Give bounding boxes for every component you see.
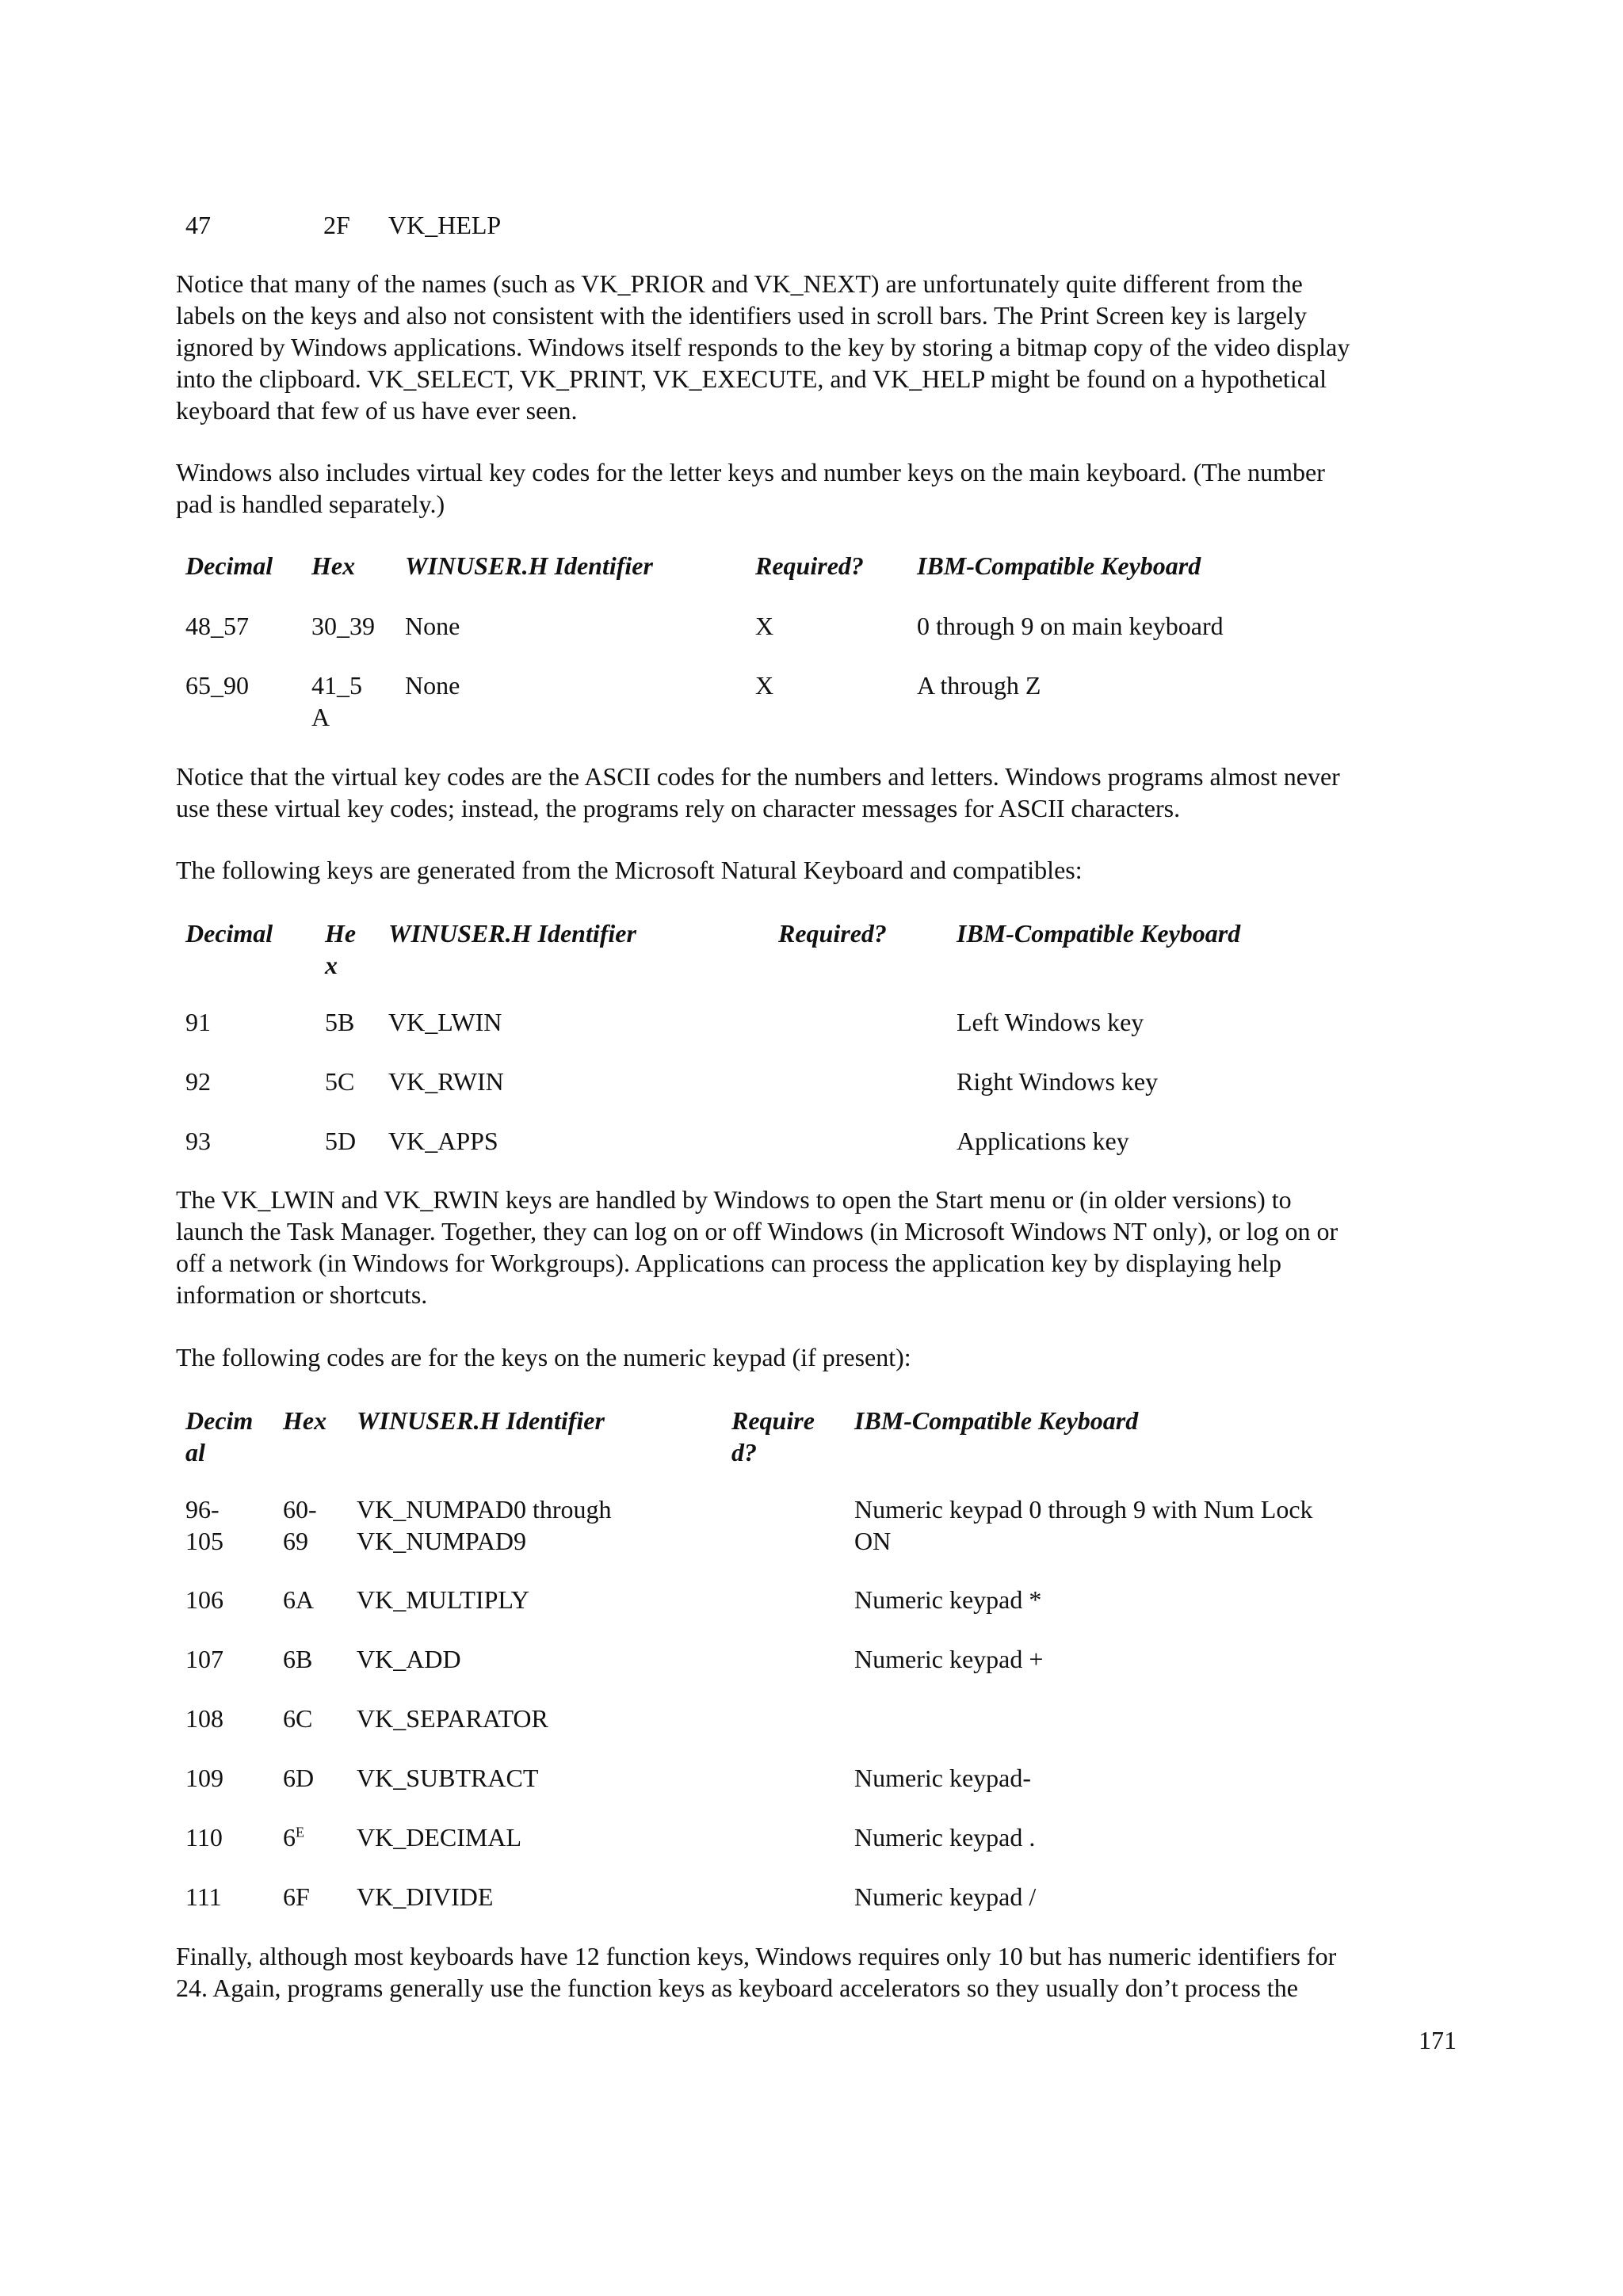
- top-row-decimal: 47: [185, 211, 211, 239]
- table-cell: Numeric keypad 0 through 9 with Num Lock: [854, 1495, 1313, 1524]
- table2-header-keyboard: IBM-Compatible Keyboard: [957, 919, 1241, 948]
- table-cell: 60-: [283, 1495, 317, 1524]
- table-cell: VK_NUMPAD0 through: [357, 1495, 612, 1524]
- table-cell: VK_DECIMAL: [357, 1823, 521, 1852]
- table2-header-identifier: WINUSER.H Identifier: [388, 919, 636, 948]
- table-cell: Right Windows key: [957, 1067, 1159, 1096]
- table-cell: VK_APPS: [388, 1127, 498, 1155]
- table-cell: ON: [854, 1527, 892, 1555]
- paragraph-line: The VK_LWIN and VK_RWIN keys are handled by Windows to open the Start menu or (in older versions) to: [176, 1185, 1292, 1214]
- table-cell: 106: [185, 1585, 223, 1614]
- paragraph-line: Windows also includes virtual key codes for the letter keys and number keys on the main keyboard. (The number: [176, 458, 1325, 486]
- table-cell: Numeric keypad *: [854, 1585, 1042, 1614]
- table-cell: 110: [185, 1823, 223, 1852]
- table2-header-required: Required?: [778, 919, 887, 948]
- table3-header-hex: Hex: [283, 1406, 327, 1435]
- table-cell: 108: [185, 1704, 223, 1733]
- table-cell: 6F: [283, 1882, 310, 1911]
- paragraph-line: The following keys are generated from the Microsoft Natural Keyboard and compatibles:: [176, 856, 1083, 884]
- table-cell: [283, 1821, 304, 1853]
- top-row-hex: 2F: [323, 211, 350, 239]
- table-cell: 6B: [283, 1645, 313, 1673]
- table-cell: Numeric keypad .: [854, 1823, 1036, 1852]
- paragraph-line: pad is handled separately.): [176, 490, 445, 518]
- table-cell: X: [755, 612, 774, 640]
- table-cell: 109: [185, 1764, 223, 1792]
- table-cell: Applications key: [957, 1127, 1129, 1155]
- table-cell: Numeric keypad-: [854, 1764, 1032, 1792]
- paragraph-line: use these virtual key codes; instead, the programs rely on character messages for ASCII characters.: [176, 794, 1181, 822]
- hex-value: 6: [283, 1823, 296, 1852]
- paragraph-line: Finally, although most keyboards have 12 function keys, Windows requires only 10 but has numeric identifiers for: [176, 1942, 1337, 1970]
- table-cell: None: [405, 671, 460, 700]
- table3-header-required-wrap: d?: [731, 1438, 757, 1466]
- paragraph-natural-keyboard: [176, 854, 1083, 886]
- paragraph-letter-number-keys: [176, 456, 1325, 520]
- table-cell: 111: [185, 1882, 222, 1911]
- paragraph-function-keys: [176, 1940, 1336, 2004]
- table1-header-decimal: Decimal: [185, 551, 273, 580]
- table-cell: Left Windows key: [957, 1008, 1144, 1036]
- top-row-identifier: VK_HELP: [388, 211, 502, 239]
- table-cell: 41_5: [311, 671, 362, 700]
- table2-header-decimal: Decimal: [185, 919, 273, 948]
- paragraph-line: labels on the keys and also not consistent with the identifiers used in scroll bars. The Print Screen key is largely: [176, 301, 1307, 330]
- paragraph-line: Notice that many of the names (such as VK_PRIOR and VK_NEXT) are unfortunately quite different from the: [176, 269, 1303, 298]
- table-cell: 5C: [325, 1067, 355, 1096]
- table-cell: 5D: [325, 1127, 357, 1155]
- paragraph-line: information or shortcuts.: [176, 1280, 428, 1309]
- table-cell: VK_RWIN: [388, 1067, 504, 1096]
- paragraph-line: launch the Task Manager. Together, they can log on or off Windows (in Microsoft Windows NT only), or log on or: [176, 1217, 1338, 1245]
- table3-header-required: Require: [731, 1406, 815, 1435]
- table-cell: 6D: [283, 1764, 315, 1792]
- paragraph-print-screen: [176, 268, 1350, 426]
- paragraph-line: 24. Again, programs generally use the function keys as keyboard accelerators so they usually don’t process the: [176, 1974, 1298, 2002]
- paragraph-line: The following codes are for the keys on the numeric keypad (if present):: [176, 1343, 911, 1371]
- table-cell: 5B: [325, 1008, 355, 1036]
- paragraph-line: Notice that the virtual key codes are the ASCII codes for the numbers and letters. Windows programs almost never: [176, 762, 1340, 791]
- table3-header-decimal-wrap: al: [185, 1438, 205, 1466]
- table-cell: VK_LWIN: [388, 1008, 502, 1036]
- table-cell: Numeric keypad +: [854, 1645, 1044, 1673]
- table-cell: 107: [185, 1645, 223, 1673]
- table-cell: 48_57: [185, 612, 249, 640]
- table-cell: A: [311, 703, 330, 731]
- table-cell: A through Z: [917, 671, 1041, 700]
- table-cell: VK_ADD: [357, 1645, 461, 1673]
- table-cell: 65_90: [185, 671, 249, 700]
- table-cell: 93: [185, 1127, 211, 1155]
- table-cell: 105: [185, 1527, 223, 1555]
- table-cell: VK_SUBTRACT: [357, 1764, 539, 1792]
- table-cell: 92: [185, 1067, 211, 1096]
- page-number: 171: [1419, 2026, 1457, 2054]
- paragraph-numeric-keypad: [176, 1341, 911, 1373]
- table-cell: X: [755, 671, 774, 700]
- paragraph-ascii-codes: [176, 761, 1340, 824]
- table3-header-keyboard: IBM-Compatible Keyboard: [854, 1406, 1139, 1435]
- hex-superscript: E: [296, 1824, 304, 1840]
- table3-header-identifier: WINUSER.H Identifier: [357, 1406, 605, 1435]
- paragraph-line: off a network (in Windows for Workgroups). Applications can process the application key by displaying help: [176, 1249, 1281, 1277]
- table-cell: VK_MULTIPLY: [357, 1585, 529, 1614]
- table-cell: 6A: [283, 1585, 315, 1614]
- table-cell: VK_SEPARATOR: [357, 1704, 548, 1733]
- table1-header-keyboard: IBM-Compatible Keyboard: [917, 551, 1201, 580]
- table-cell: Numeric keypad /: [854, 1882, 1037, 1911]
- table1-header-required: Required?: [755, 551, 864, 580]
- table-cell: 96-: [185, 1495, 220, 1524]
- table-cell: 69: [283, 1527, 308, 1555]
- table2-header-hex: He: [325, 919, 357, 948]
- table-cell: 0 through 9 on main keyboard: [917, 612, 1224, 640]
- table1-header-hex: Hex: [311, 551, 356, 580]
- table-cell: VK_NUMPAD9: [357, 1527, 526, 1555]
- table-cell: VK_DIVIDE: [357, 1882, 494, 1911]
- table-cell: None: [405, 612, 460, 640]
- table-cell: 91: [185, 1008, 211, 1036]
- table-cell: 30_39: [311, 612, 375, 640]
- paragraph-line: keyboard that few of us have ever seen.: [176, 396, 578, 425]
- paragraph-line: into the clipboard. VK_SELECT, VK_PRINT, VK_EXECUTE, and VK_HELP might be found on a hypothetical: [176, 364, 1327, 393]
- table-cell: 6C: [283, 1704, 313, 1733]
- paragraph-windows-keys: [176, 1184, 1338, 1310]
- paragraph-line: ignored by Windows applications. Windows itself responds to the key by storing a bitmap copy of the video display: [176, 333, 1350, 361]
- table3-header-decimal: Decim: [185, 1406, 254, 1435]
- table1-header-identifier: WINUSER.H Identifier: [405, 551, 653, 580]
- table2-header-hex-wrap: x: [325, 951, 338, 979]
